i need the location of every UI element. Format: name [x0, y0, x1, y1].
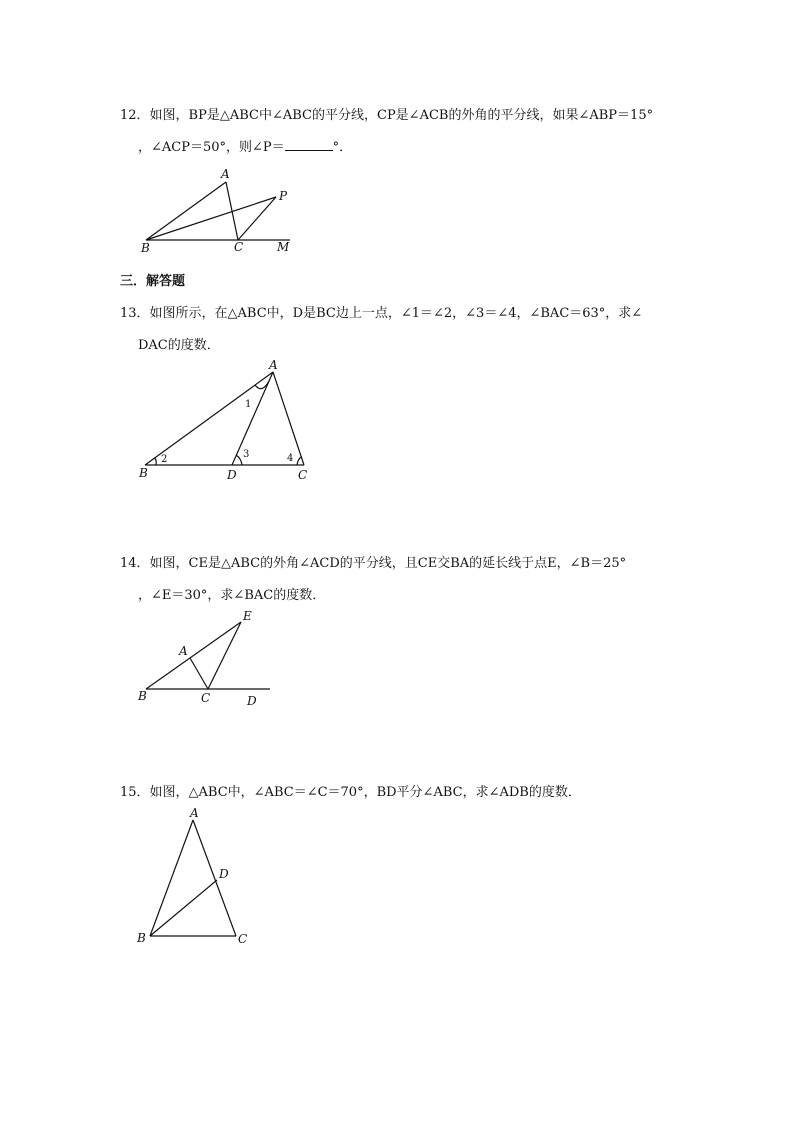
q12-label-C: C: [234, 240, 244, 254]
q14-label-D: D: [247, 694, 257, 708]
q13-text-line1: 13．如图所示，在△ABC中，D是BC边上一点，∠1＝∠2，∠3＝∠4，∠BAC＝63°，求∠: [120, 306, 643, 321]
q13-label-4: 4: [287, 453, 294, 464]
q13-label-C: C: [298, 468, 308, 482]
q15-label-C: C: [238, 932, 248, 946]
q15-text-line1: 15．如图，△ABC中，∠ABC＝∠C＝70°，BD平分∠ABC，求∠ADB的度数．: [120, 785, 581, 800]
q12-label-B: B: [141, 241, 150, 255]
q12-label-A: A: [221, 167, 230, 181]
q14-label-A: A: [179, 644, 188, 658]
q13-label-1: 1: [245, 399, 252, 410]
q13-label-A: A: [269, 358, 278, 372]
q12-text-line1: 12．如图，BP是△ABC中∠ABC的平分线，CP是∠ACB的外角的平分线，如果∠ABP＝15°: [120, 108, 654, 123]
q14-text-line1: 14．如图，CE是△ABC的外角∠ACD的平分线，且CE交BA的延长线于点E，∠B＝25°: [120, 556, 627, 571]
q15-label-B: B: [137, 931, 146, 945]
q12-label-M: M: [277, 240, 290, 254]
q14-label-C: C: [201, 691, 211, 705]
q14-label-E: E: [243, 609, 252, 623]
q15-label-D: D: [219, 867, 229, 881]
q12-label-P: P: [279, 189, 288, 203]
q12-text-line2-post: °．: [332, 140, 353, 155]
section-heading: 三．解答题: [120, 274, 186, 289]
q13-label-2: 2: [161, 454, 168, 465]
q13-label-B: B: [139, 466, 148, 480]
q15-label-A: A: [190, 806, 199, 820]
q14-text-line2: ，∠E＝30°，求∠BAC的度数．: [138, 588, 326, 603]
q15-line-AC: [193, 820, 236, 936]
q13-label-3: 3: [243, 449, 250, 460]
q13-text-line2: DAC的度数．: [138, 338, 220, 353]
q12-text-line2-pre: ，∠ACP＝50°，则∠P＝: [138, 140, 285, 155]
q13-label-D: D: [227, 468, 237, 482]
q14-label-B: B: [138, 689, 147, 703]
